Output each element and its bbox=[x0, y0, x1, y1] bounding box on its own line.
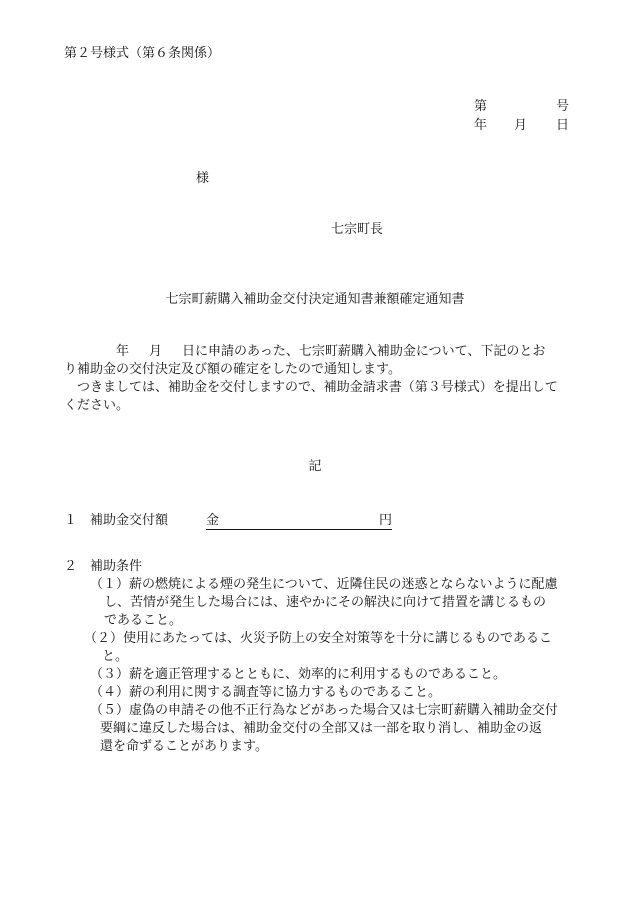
amount-suffix: 円 bbox=[379, 513, 393, 528]
item-subsidy-amount bbox=[64, 512, 392, 530]
body-p2-line2: ください。 bbox=[64, 398, 130, 413]
item1-number: １ bbox=[64, 513, 78, 528]
condition-3-line1: 薪を適正管理するとともに、効率的に利用するものであること。 bbox=[129, 667, 507, 682]
condition-1-label: （１） bbox=[90, 577, 130, 592]
condition-1 bbox=[90, 576, 580, 630]
condition-1-line3: であること。 bbox=[104, 613, 183, 628]
condition-5 bbox=[90, 702, 580, 756]
condition-1-line1: 薪の燃焼による煙の発生について、近隣住民の迷惑とならないように配慮 bbox=[129, 577, 558, 592]
document-title: 七宗町薪購入補助金交付決定通知書兼額確定通知書 bbox=[165, 292, 465, 307]
condition-2-label: （２） bbox=[84, 631, 124, 646]
date-month-label: 月 bbox=[514, 118, 528, 133]
amount-field bbox=[206, 512, 392, 530]
item1-label: 補助金交付額 bbox=[90, 513, 169, 528]
doc-number-suffix: 号 bbox=[556, 99, 570, 114]
item2-number: ２ bbox=[64, 559, 78, 574]
date-year-label: 年 bbox=[474, 118, 488, 133]
condition-3-label: （３） bbox=[90, 667, 130, 682]
amount-prefix: 金 bbox=[206, 513, 220, 528]
condition-3 bbox=[90, 666, 580, 684]
body-month-label: 月 bbox=[149, 344, 163, 359]
body-paragraph-2 bbox=[64, 379, 574, 415]
condition-5-line3: 還を命ずることがあります。 bbox=[100, 739, 268, 754]
notice-body bbox=[64, 343, 574, 415]
date-day-label: 日 bbox=[556, 118, 570, 133]
condition-2-line2: と。 bbox=[102, 649, 129, 664]
condition-4 bbox=[90, 684, 580, 702]
condition-2-line1: 使用にあたっては、火災予防上の安全対策等を十分に講じるものであるこ bbox=[123, 631, 553, 646]
body-line1-rest: 日に申請のあった、七宗町薪購入補助金について、下記のとお bbox=[182, 344, 546, 359]
item-conditions-heading bbox=[64, 558, 142, 576]
item2-label: 補助条件 bbox=[90, 559, 143, 574]
condition-5-line1: 虚偽の申請その他不正行為などがあった場合又は七宗町薪購入補助金交付 bbox=[129, 703, 558, 718]
condition-2 bbox=[84, 630, 584, 666]
form-number: 第２号様式（第６条関係） bbox=[64, 46, 221, 61]
condition-4-label: （４） bbox=[90, 685, 130, 700]
doc-number-label: 第 bbox=[474, 99, 488, 114]
addressee-honorific: 様 bbox=[196, 171, 210, 186]
body-paragraph-1 bbox=[64, 343, 574, 379]
body-line2: り補助金の交付決定及び額の確定をしたので通知します。 bbox=[64, 362, 401, 377]
condition-1-line2: し、苦情が発生した場合には、速やかにその解決に向けて措置を講じるもの bbox=[104, 595, 547, 610]
body-year-label: 年 bbox=[116, 344, 130, 359]
condition-4-line1: 薪の利用に関する調査等に協力するものであること。 bbox=[129, 685, 442, 700]
sender-name: 七宗町長 bbox=[331, 222, 384, 237]
body-p2-line1: つきましては、補助金を交付しますので、補助金請求書（第３号様式）を提出して bbox=[64, 380, 558, 395]
ki-heading: 記 bbox=[308, 459, 322, 474]
condition-5-label: （５） bbox=[90, 703, 130, 718]
condition-5-line2: 要綱に違反した場合は、補助金交付の全部又は一部を取り消し、補助金の返 bbox=[100, 721, 543, 736]
